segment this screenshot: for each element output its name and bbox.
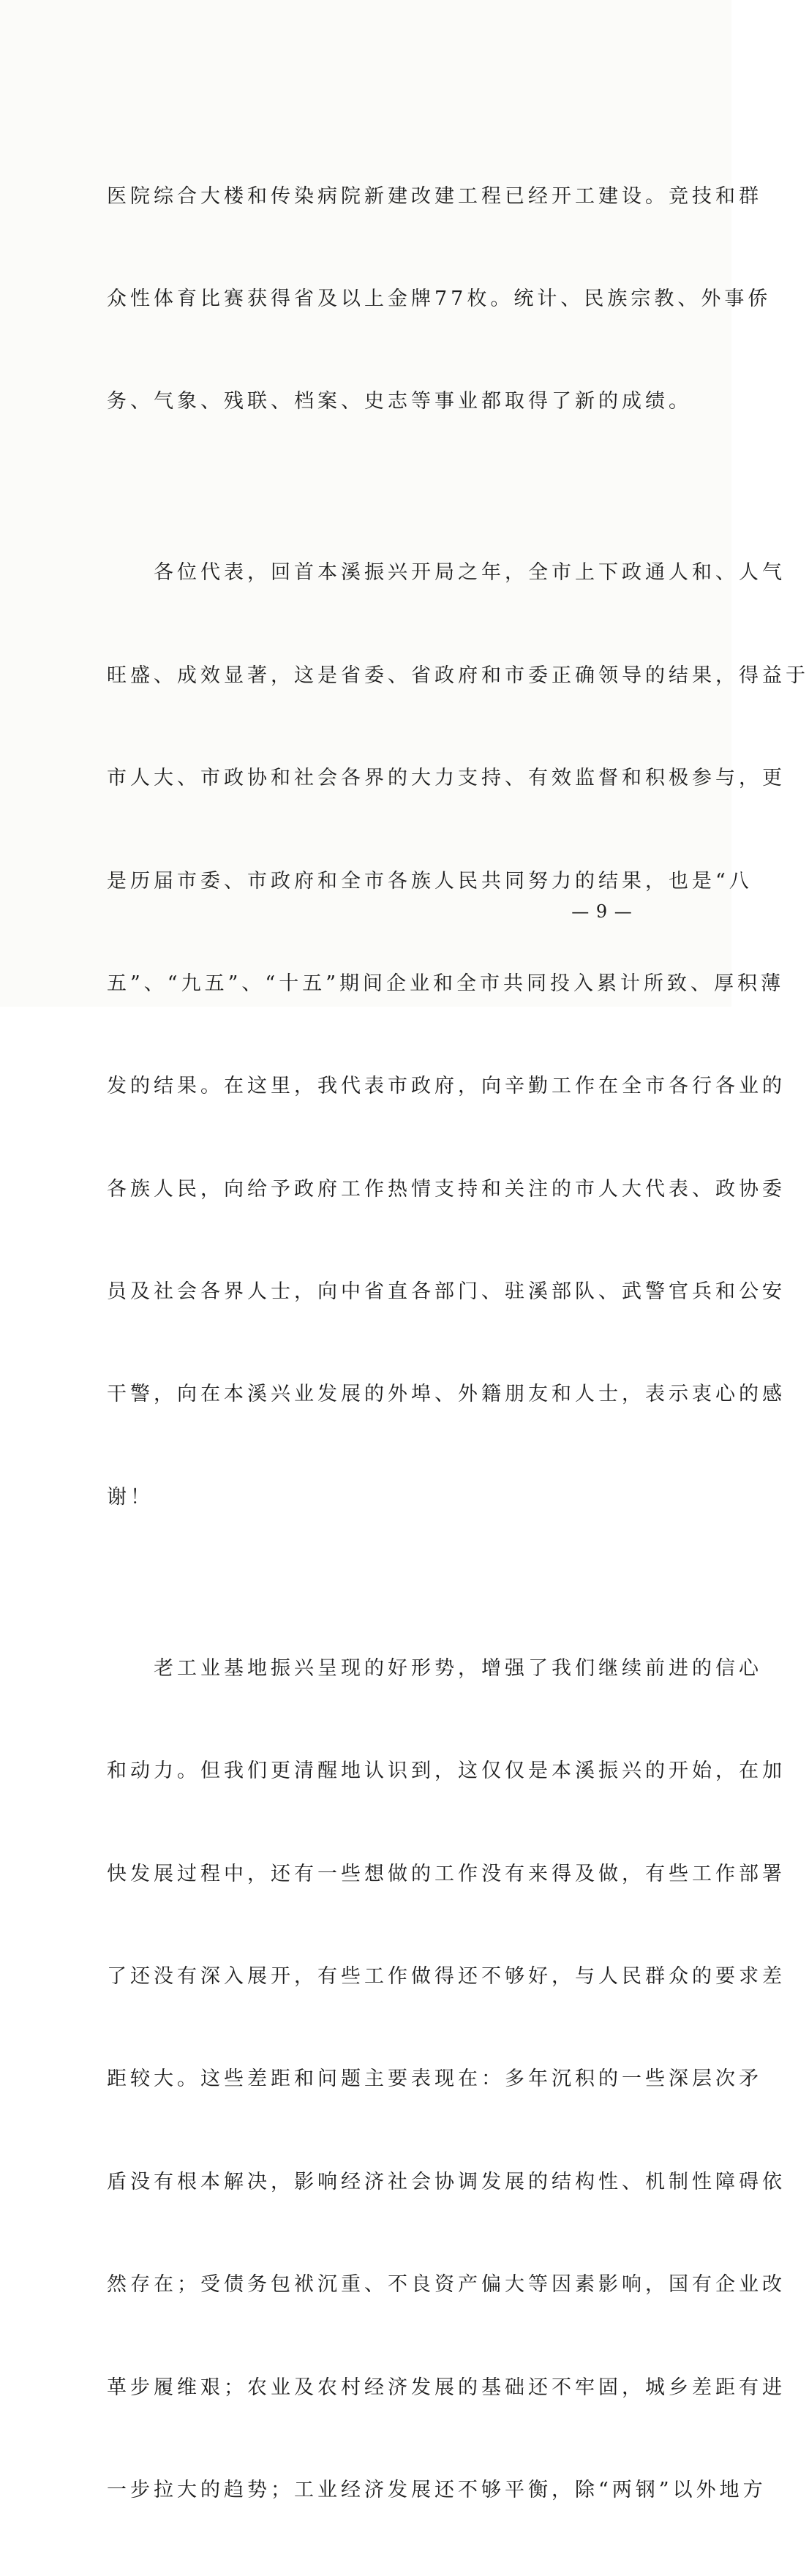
- text-line: 各位代表，回首本溪振兴开局之年，全市上下政通人和、人气: [107, 561, 786, 585]
- text-line: 然存在；受债务包袱沉重、不良资产偏大等因素影响，国有企业改: [107, 2273, 786, 2297]
- text-line: 发的结果。在这里，我代表市政府，向辛勤工作在全市各行各业的: [107, 1075, 786, 1098]
- text-line: 众性体育比赛获得省及以上金牌77枚。统计、民族宗教、外事侨: [107, 287, 772, 310]
- paragraph-1: [107, 111, 772, 488]
- text-line: 市人大、市政协和社会各界的大力支持、有效监督和积极参与，更: [107, 767, 786, 790]
- text-line: 干警，向在本溪兴业发展的外埠、外籍朋友和人士，表示衷心的感: [107, 1383, 786, 1406]
- text-line: 盾没有根本解决，影响经济社会协调发展的结构性、机制性障碍依: [107, 2170, 786, 2193]
- text-line: 距较大。这些差距和问题主要表现在：多年沉积的一些深层次矛: [107, 2068, 762, 2091]
- text-line: 一步拉大的趋势；工业经济发展还不够平衡，除“两钢”以外地方: [107, 2478, 767, 2501]
- body-text: [107, 111, 809, 2576]
- text-line: 了还没有深入展开，有些工作做得还不够好，与人民群众的要求差: [107, 1965, 786, 1989]
- text-line: 医院综合大楼和传染病院新建改建工程已经开工建设。竞技和群: [107, 184, 762, 208]
- text-line: 快发展过程中，还有一些想做的工作没有来得及做，有些工作部署: [107, 1862, 786, 1885]
- text-line: 各族人民，向给予政府工作热情支持和关注的市人大代表、政协委: [107, 1177, 786, 1201]
- text-line: 务、气象、残联、档案、史志等事业都取得了新的成绩。: [107, 390, 692, 413]
- text-line: 老工业基地振兴呈现的好形势，增强了我们继续前进的信心: [107, 1656, 762, 1680]
- text-line: 和动力。但我们更清醒地认识到，这仅仅是本溪振兴的开始，在加: [107, 1760, 786, 1783]
- page-number: — 9 —: [571, 901, 633, 922]
- text-line: 是历届市委、市政府和全市各族人民共同努力的结果，也是“八: [107, 869, 753, 893]
- text-line: 革步履维艰；农业及农村经济发展的基础还不牢固，城乡差距有进: [107, 2376, 786, 2399]
- text-line: 员及社会各界人士，向中省直各部门、驻溪部队、武警官兵和公安: [107, 1280, 786, 1304]
- text-line: 谢！: [107, 1485, 154, 1509]
- paragraph-2: [107, 488, 809, 1584]
- text-line: 五”、“九五”、“十五”期间企业和全市共同投入累计所致、厚积薄: [107, 972, 785, 995]
- text-line: 旺盛、成效显著，这是省委、省政府和市委正确领导的结果，得益于: [107, 664, 809, 687]
- paragraph-3: [107, 1583, 786, 2576]
